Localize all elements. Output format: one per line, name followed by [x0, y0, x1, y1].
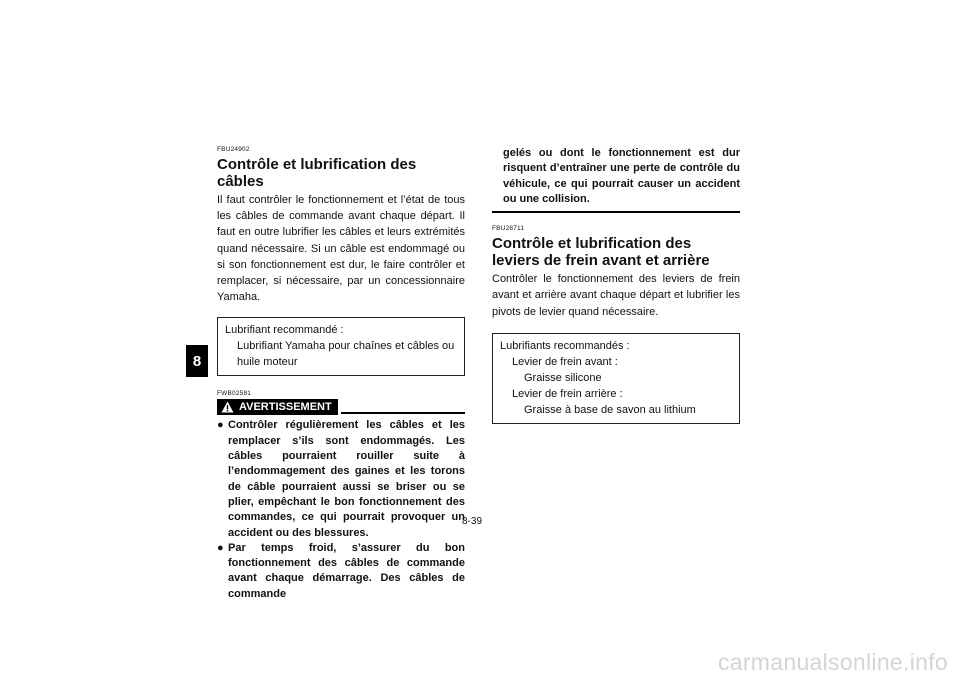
lubricant-box — [217, 317, 465, 376]
chapter-number: 8 — [192, 352, 202, 370]
bullet-dot: ● — [217, 419, 224, 432]
page-number: 8-39 — [462, 516, 483, 527]
warning-triangle-icon — [221, 401, 234, 413]
warning-bullet-text: Par temps froid, s’assurer du bon fonctionnement des câbles de commande avant chaque démarrage. Des câbles de commande — [228, 541, 465, 600]
brake-levers-paragraph: Contrôler le fonctionnement des leviers de frein avant et arrière avant chaque départ et lubrifier les pivots de levier quand nécessaire. — [492, 273, 740, 318]
warning-label: AVERTISSEMENT — [239, 401, 332, 414]
cables-paragraph: Il faut contrôler le fonctionnement et l’état de tous les câbles de commande avant chaque départ. Il faut en outre lubrifier les câbles et leurs extrémités quand nécessaire. Si un câble est endommagé ou si son fonctionnement est dur, le faire contrôler et remplacer, si nécessaire, par un concessionnaire Yamaha. — [217, 194, 465, 304]
watermark: carmanualsonline.info — [717, 649, 948, 675]
brake-box-rear-value: Graisse à base de savon au lithium — [524, 403, 696, 416]
left-column — [217, 146, 465, 602]
brake-box-rear-label: Levier de frein arrière : — [512, 387, 623, 400]
warning-header — [217, 399, 465, 415]
brake-box-front-value: Graisse silicone — [524, 371, 602, 384]
section-code: FBU28711 — [492, 225, 525, 233]
chapter-tab — [186, 345, 208, 377]
warning-rule — [341, 412, 465, 414]
lubricant-box-value: Lubrifiant Yamaha pour chaînes et câbles ou huile moteur — [237, 340, 455, 369]
brake-box-heading: Lubrifiants recommandés : — [500, 339, 630, 352]
section-title-brake-levers: Contrôle et lubrification des leviers de frein avant et arrière — [492, 235, 710, 270]
warning-text — [217, 418, 465, 602]
brake-box-front-label: Levier de frein avant : — [512, 355, 618, 368]
warning-badge — [217, 399, 338, 415]
right-column — [492, 146, 740, 424]
warning-code: FWB02581 — [217, 390, 252, 398]
bullet-dot: ● — [217, 541, 224, 554]
warning-bullet — [217, 418, 465, 540]
warning-bullet — [217, 541, 465, 602]
section-code: FBU24902 — [217, 146, 250, 153]
lubricant-box-heading: Lubrifiant recommandé : — [225, 324, 344, 337]
warning-continuation-text: gelés ou dont le fonctionnement est dur risquent d’entraîner une perte de contrôle du véhicule, ce qui pourrait causer un accident ou une collision. — [503, 147, 740, 205]
section-title-cables: Contrôle et lubrification des câbles — [217, 156, 417, 190]
warning-bullet-cont — [492, 146, 740, 207]
brake-lubricant-box — [492, 333, 740, 424]
warning-continuation — [492, 146, 740, 207]
warning-end-rule — [492, 211, 740, 213]
warning-bullet-text: Contrôler régulièrement les câbles et les remplacer s’ils sont endommagés. Les câbles pourraient rouiller suite à l’endommagement des gaines et les torons de câble pourraient aussi se briser ou se plier, empêchant le bon fonctionnement des commandes, ce qui pourrait provoquer un accident ou des blessures. — [228, 419, 465, 539]
